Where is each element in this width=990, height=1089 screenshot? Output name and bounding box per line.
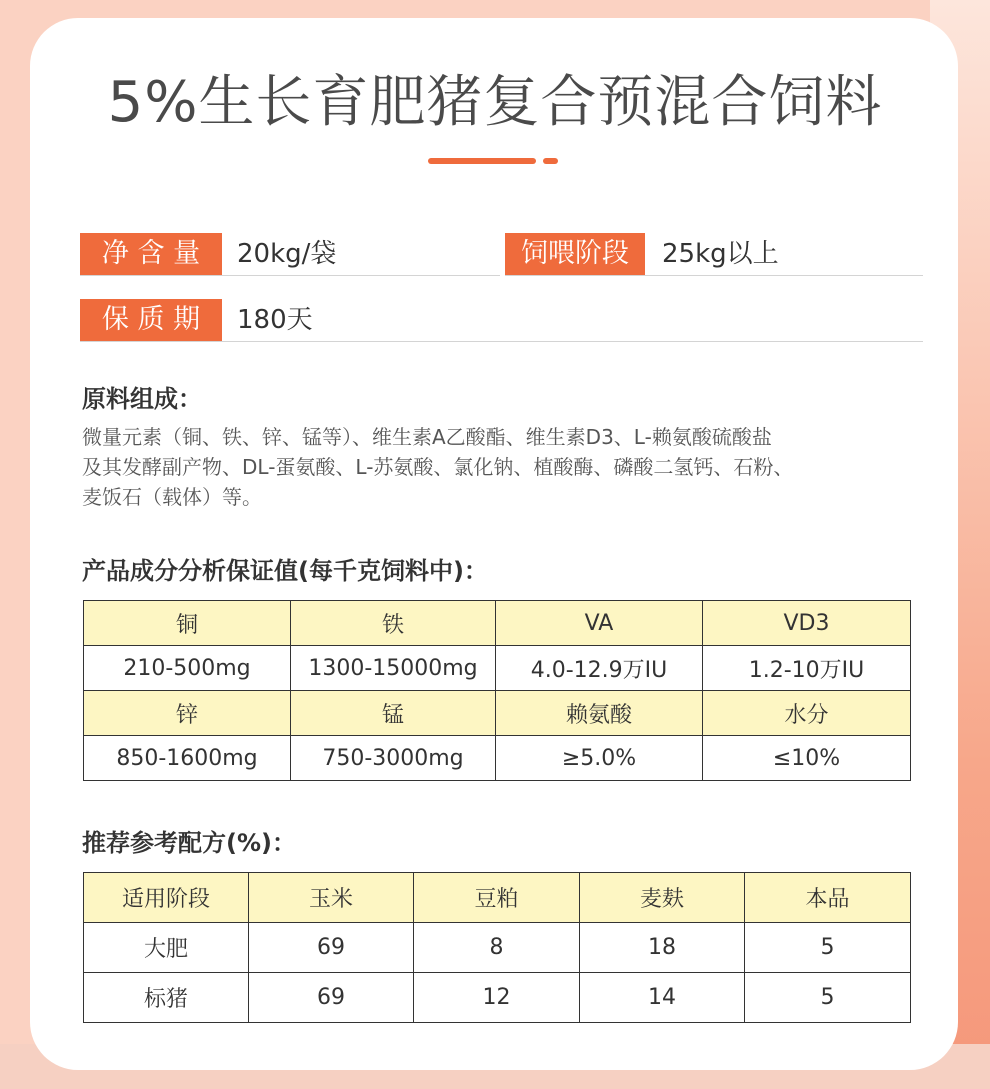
net-weight-label: 净 含 量 — [80, 233, 222, 275]
table-cell: 14 — [580, 973, 745, 1023]
table-cell: 12 — [414, 973, 580, 1023]
table-cell: 5 — [745, 923, 911, 973]
table-cell: ≤10% — [703, 736, 911, 781]
table-cell: 1.2-10万IU — [703, 646, 911, 691]
analysis-value-row — [84, 736, 911, 781]
table-cell: 标猪 — [84, 973, 249, 1023]
table-cell: 5 — [745, 973, 911, 1023]
table-header-cell: 铁 — [291, 601, 496, 646]
formula-table — [83, 872, 911, 1023]
table-header-cell: 玉米 — [249, 873, 414, 923]
table-cell: 210-500mg — [84, 646, 291, 691]
shelf-life-value: 180天 — [237, 305, 313, 335]
table-cell: 1300-15000mg — [291, 646, 496, 691]
table-cell: 18 — [580, 923, 745, 973]
table-header-cell: 麦麸 — [580, 873, 745, 923]
feeding-stage-label: 饲喂阶段 — [505, 233, 645, 275]
table-cell: ≥5.0% — [496, 736, 703, 781]
table-cell: 大肥 — [84, 923, 249, 973]
table-header-cell: 锌 — [84, 691, 291, 736]
analysis-table — [83, 600, 911, 781]
table-header-cell: 铜 — [84, 601, 291, 646]
analysis-heading: 产品成分分析保证值(每千克饲料中)： — [82, 557, 488, 585]
table-cell: 850-1600mg — [84, 736, 291, 781]
analysis-header-row — [84, 601, 911, 646]
table-cell: 8 — [414, 923, 580, 973]
formula-heading: 推荐参考配方(%)： — [82, 829, 296, 857]
table-row — [84, 923, 911, 973]
page-title: 5%生长育肥猪复合预混合饲料 — [107, 70, 883, 135]
ingredients-line: 微量元素（铜、铁、锌、锰等）、维生素A乙酸酯、维生素D3、L-赖氨酸硫酸盐 — [82, 425, 772, 449]
shelf-life-label: 保 质 期 — [80, 299, 222, 341]
title-underline — [428, 158, 536, 164]
ingredients-heading: 原料组成： — [82, 385, 202, 413]
table-header-cell: 锰 — [291, 691, 496, 736]
table-cell: 4.0-12.9万IU — [496, 646, 703, 691]
table-row — [84, 973, 911, 1023]
table-header-cell: 本品 — [745, 873, 911, 923]
analysis-value-row — [84, 646, 911, 691]
title-underline-dot — [543, 158, 558, 164]
net-weight-row — [80, 233, 500, 276]
shelf-life-row — [80, 299, 923, 342]
ingredients-line: 及其发酵副产物、DL-蛋氨酸、L-苏氨酸、氯化钠、植酸酶、磷酸二氢钙、石粉、 — [82, 455, 794, 479]
ingredients-line: 麦饭石（载体）等。 — [82, 485, 262, 509]
table-header-cell: VA — [496, 601, 703, 646]
formula-header-row — [84, 873, 911, 923]
table-cell: 750-3000mg — [291, 736, 496, 781]
table-cell: 69 — [249, 923, 414, 973]
net-weight-value: 20kg/袋 — [237, 239, 337, 269]
table-cell: 69 — [249, 973, 414, 1023]
table-header-cell: 适用阶段 — [84, 873, 249, 923]
table-header-cell: VD3 — [703, 601, 911, 646]
feeding-stage-row — [505, 233, 923, 276]
ingredients-text — [82, 422, 932, 512]
table-header-cell: 水分 — [703, 691, 911, 736]
feeding-stage-value: 25kg以上 — [662, 239, 779, 269]
table-header-cell: 豆粕 — [414, 873, 580, 923]
table-header-cell: 赖氨酸 — [496, 691, 703, 736]
analysis-header-row — [84, 691, 911, 736]
